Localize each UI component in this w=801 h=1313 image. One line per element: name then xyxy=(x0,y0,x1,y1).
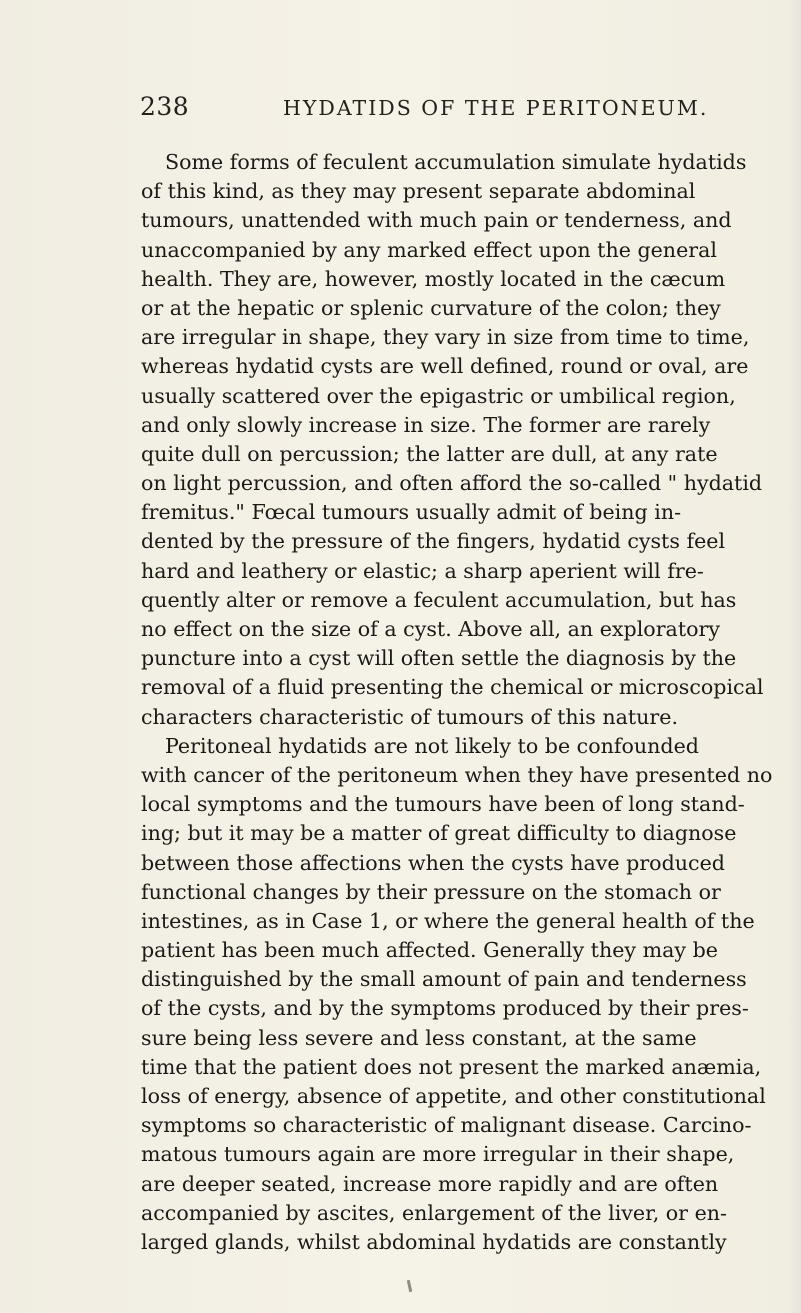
text-line: fremitus." Fœcal tumours usually admit of being in- xyxy=(141,500,682,525)
text-line: of the cysts, and by the symptoms produced by their pres- xyxy=(141,996,749,1021)
text-line: with cancer of the peritoneum when they have presented no xyxy=(141,762,773,787)
page-header xyxy=(0,92,801,126)
running-title: HYDATIDS OF THE PERITONEUM. xyxy=(283,96,709,120)
text-line: of this kind, as they may present separate abdominal xyxy=(141,179,696,204)
text-line: loss of energy, absence of appetite, and other constitutional xyxy=(141,1084,766,1108)
text-line: intestines, as in Case 1, or where the general health of the xyxy=(141,908,755,933)
text-line: unaccompanied by any marked effect upon the general xyxy=(141,237,717,262)
text-line: are deeper seated, increase more rapidly and are often xyxy=(141,1171,719,1196)
text-line: characters characteristic of tumours of this nature. xyxy=(141,704,679,729)
text-line: matous tumours again are more irregular in their shape, xyxy=(141,1142,735,1167)
text-line: Some forms of feculent accumulation simulate hydatids xyxy=(165,150,747,174)
text-line: larged glands, whilst abdominal hydatids are constantly xyxy=(141,1229,727,1254)
text-line: patient has been much affected. Generally they may be xyxy=(141,938,718,963)
text-line: ing; but it may be a matter of great difficulty to diagnose xyxy=(141,821,737,846)
text-line: Peritoneal hydatids are not likely to be confounded xyxy=(165,733,699,758)
text-line: hard and leathery or elastic; a sharp aperient will fre- xyxy=(141,558,704,583)
page-number: 238 xyxy=(140,92,190,121)
text-line: no effect on the size of a cyst. Above all, an exploratory xyxy=(141,617,720,641)
text-line: dented by the pressure of the fingers, hydatid cysts feel xyxy=(141,529,726,554)
text-line: puncture into a cyst will often settle the diagnosis by the xyxy=(141,646,737,671)
text-line: accompanied by ascites, enlargement of the liver, or en- xyxy=(141,1200,727,1225)
text-line: between those affections when the cysts have produced xyxy=(141,850,725,875)
text-line: tumours, unattended with much pain or tenderness, and xyxy=(141,208,732,233)
page-edge-shadow xyxy=(787,0,801,1313)
text-line: removal of a fluid presenting the chemical or microscopical xyxy=(141,675,764,700)
text-line: and only slowly increase in size. The former are rarely xyxy=(141,412,711,437)
text-line: quite dull on percussion; the latter are dull, at any rate xyxy=(141,441,718,466)
text-line: local symptoms and the tumours have been of long stand- xyxy=(141,792,745,817)
text-line: usually scattered over the epigastric or umbilical region, xyxy=(141,383,736,408)
text-line: quently alter or remove a feculent accumulation, but has xyxy=(141,587,737,612)
text-line: whereas hydatid cysts are well defined, round or oval, are xyxy=(141,354,749,379)
text-line: are irregular in shape, they vary in size from time to time, xyxy=(141,325,750,350)
text-line: health. They are, however, mostly located in the cæcum xyxy=(141,266,726,291)
text-line: distinguished by the small amount of pain and tenderness xyxy=(141,967,747,992)
text-line: sure being less severe and less constant, at the same xyxy=(141,1025,697,1050)
text-line: functional changes by their pressure on the stomach or xyxy=(141,879,721,904)
text-line: on light percussion, and often afford the so-called " hydatid xyxy=(141,471,763,496)
text-line: time that the patient does not present the marked anæmia, xyxy=(141,1054,762,1079)
text-line: symptoms so characteristic of malignant disease. Carcino- xyxy=(141,1113,752,1138)
body-text xyxy=(141,148,773,1257)
text-line: or at the hepatic or splenic curvature of the colon; they xyxy=(141,295,721,320)
ink-mark xyxy=(407,1280,412,1292)
